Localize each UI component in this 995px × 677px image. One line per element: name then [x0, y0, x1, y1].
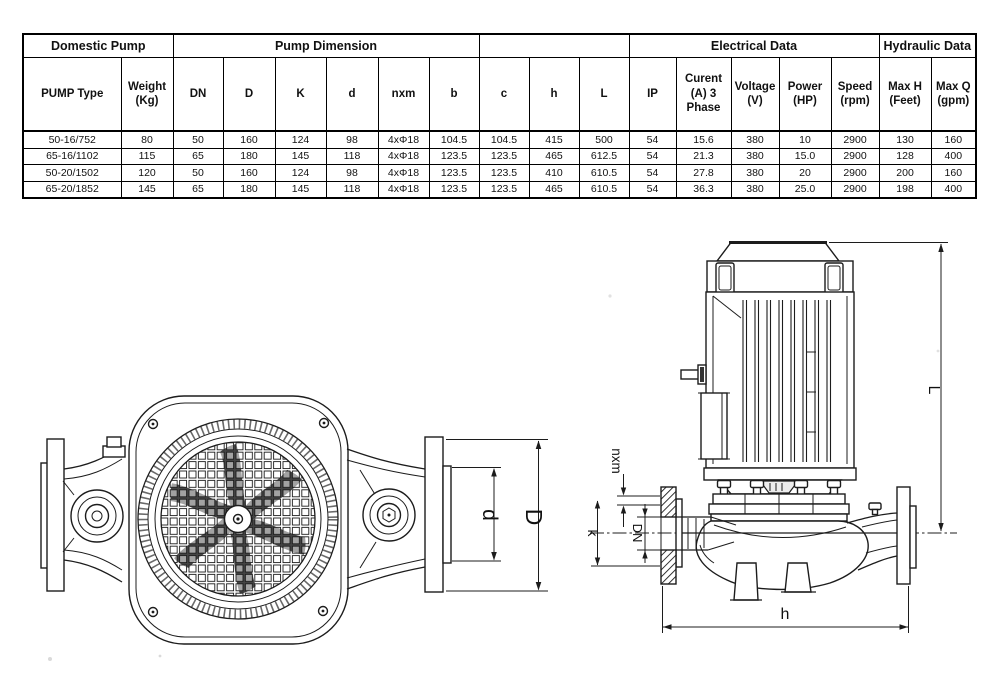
- table-cell: 115: [121, 148, 173, 165]
- dimension-nxm: [609, 448, 660, 527]
- dimension-h: [663, 586, 909, 633]
- front-view-left-flange: [41, 439, 64, 591]
- group-header-electrical-data: Electrical Data: [629, 34, 879, 58]
- table-cell: 380: [731, 148, 779, 165]
- table-cell: 128: [879, 148, 931, 165]
- terminal-box: [701, 393, 727, 459]
- table-cell: 65-16/1102: [23, 148, 121, 165]
- table-cell: 124: [275, 131, 326, 148]
- col-header-b: b: [429, 58, 479, 132]
- table-cell: 54: [629, 181, 676, 198]
- table-cell: 160: [223, 131, 275, 148]
- col-header-h: h: [529, 58, 579, 132]
- col-header-ip: IP: [629, 58, 676, 132]
- table-cell: 380: [731, 165, 779, 182]
- table-cell: 145: [275, 148, 326, 165]
- col-header-k: K: [275, 58, 326, 132]
- pump-front-view: [41, 396, 548, 644]
- table-cell: 54: [629, 165, 676, 182]
- front-view-right-flange: [425, 437, 451, 592]
- table-cell: 65-20/1852: [23, 181, 121, 198]
- table-cell: 400: [931, 148, 976, 165]
- pump-foot: [785, 563, 811, 592]
- dimension-d: [452, 468, 501, 562]
- table-cell: 465: [529, 148, 579, 165]
- col-header-weight: Weight (Kg): [121, 58, 173, 132]
- table-cell: 415: [529, 131, 579, 148]
- group-header-domestic-pump: Domestic Pump: [23, 34, 173, 58]
- fan-blades: [161, 442, 315, 596]
- table-cell: 4xΦ18: [378, 181, 429, 198]
- table-cell: 25.0: [779, 181, 831, 198]
- pump-casing: [676, 521, 897, 600]
- motor: [681, 243, 856, 481]
- table-cell: 500: [579, 131, 629, 148]
- table-cell: 123.5: [479, 165, 529, 182]
- col-header-voltage: Voltage (V): [731, 58, 779, 132]
- table-cell: 2900: [831, 131, 879, 148]
- table-cell: 104.5: [429, 131, 479, 148]
- table-cell: 120: [121, 165, 173, 182]
- dim-label-dn: DN: [630, 523, 645, 543]
- table-cell: 130: [879, 131, 931, 148]
- table-cell: 124: [275, 165, 326, 182]
- table-cell: 160: [931, 131, 976, 148]
- table-cell: 98: [326, 165, 378, 182]
- motor-foot-band: [704, 468, 856, 480]
- dim-label-k: k: [585, 529, 601, 537]
- table-cell: 200: [879, 165, 931, 182]
- table-cell: 123.5: [479, 148, 529, 165]
- col-header-speed: Speed (rpm): [831, 58, 879, 132]
- dim-label-d: d: [478, 509, 501, 521]
- col-header-d-upper: D: [223, 58, 275, 132]
- table-cell: 27.8: [676, 165, 731, 182]
- table-cell: 50-16/752: [23, 131, 121, 148]
- table-cell: 400: [931, 181, 976, 198]
- table-cell: 65: [173, 181, 223, 198]
- table-cell: 380: [731, 131, 779, 148]
- table-cell: 198: [879, 181, 931, 198]
- col-header-power: Power (HP): [779, 58, 831, 132]
- front-view-right-pipe: [347, 449, 425, 589]
- table-cell: 2900: [831, 181, 879, 198]
- air-vent-bolt: [869, 503, 881, 510]
- motor-pump-adapter: [709, 480, 849, 521]
- table-cell: 123.5: [429, 181, 479, 198]
- table-cell: 21.3: [676, 148, 731, 165]
- table-cell: 160: [931, 165, 976, 182]
- group-header-pump-dimension: Pump Dimension: [173, 34, 479, 58]
- table-cell: 80: [121, 131, 173, 148]
- col-header-dn: DN: [173, 58, 223, 132]
- table-cell: 118: [326, 148, 378, 165]
- table-cell: 160: [223, 165, 275, 182]
- table-cell: 10: [779, 131, 831, 148]
- table-cell: 118: [326, 181, 378, 198]
- col-header-nxm: nxm: [378, 58, 429, 132]
- col-header-pump-type: PUMP Type: [23, 58, 121, 132]
- table-cell: 54: [629, 148, 676, 165]
- table-cell: 180: [223, 148, 275, 165]
- table-cell: 15.0: [779, 148, 831, 165]
- table-cell: 4xΦ18: [378, 165, 429, 182]
- table-cell: 65: [173, 148, 223, 165]
- table-cell: 20: [779, 165, 831, 182]
- col-header-max-h: Max H (Feet): [879, 58, 931, 132]
- table-cell: 612.5: [579, 148, 629, 165]
- col-header-d-lower: d: [326, 58, 378, 132]
- group-header-hydraulic-data: Hydraulic Data: [879, 34, 976, 58]
- motor-body: [706, 292, 854, 468]
- dim-label-D: D: [521, 508, 547, 526]
- table-cell: 36.3: [676, 181, 731, 198]
- dimension-dn: [630, 504, 661, 563]
- table-cell: 410: [529, 165, 579, 182]
- table-cell: 2900: [831, 148, 879, 165]
- pump-side-view: [585, 243, 957, 634]
- table-cell: 465: [529, 181, 579, 198]
- table-cell: 180: [223, 181, 275, 198]
- table-cell: 4xΦ18: [378, 131, 429, 148]
- dim-label-h: h: [780, 606, 790, 623]
- table-cell: 104.5: [479, 131, 529, 148]
- table-cell: 123.5: [429, 165, 479, 182]
- table-cell: 50: [173, 131, 223, 148]
- motor-fan-cover-cap: [717, 243, 839, 262]
- col-header-c: c: [479, 58, 529, 132]
- dim-label-L: L: [925, 385, 942, 395]
- front-view-left-pipe: [63, 437, 125, 582]
- col-header-l: L: [579, 58, 629, 132]
- table-cell: 145: [121, 181, 173, 198]
- table-cell: 50: [173, 165, 223, 182]
- table-cell: 610.5: [579, 181, 629, 198]
- table-cell: 4xΦ18: [378, 148, 429, 165]
- table-cell: 50-20/1502: [23, 165, 121, 182]
- pump-foot: [734, 563, 758, 600]
- table-cell: 15.6: [676, 131, 731, 148]
- col-header-current: Curent (A) 3 Phase: [676, 58, 731, 132]
- table-cell: 2900: [831, 165, 879, 182]
- table-cell: 54: [629, 131, 676, 148]
- table-cell: 610.5: [579, 165, 629, 182]
- table-cell: 123.5: [429, 148, 479, 165]
- table-cell: 98: [326, 131, 378, 148]
- col-header-max-q: Max Q (gpm): [931, 58, 976, 132]
- table-cell: 145: [275, 181, 326, 198]
- table-cell: 380: [731, 181, 779, 198]
- dim-label-nxm: nxm: [609, 448, 624, 474]
- table-cell: 123.5: [479, 181, 529, 198]
